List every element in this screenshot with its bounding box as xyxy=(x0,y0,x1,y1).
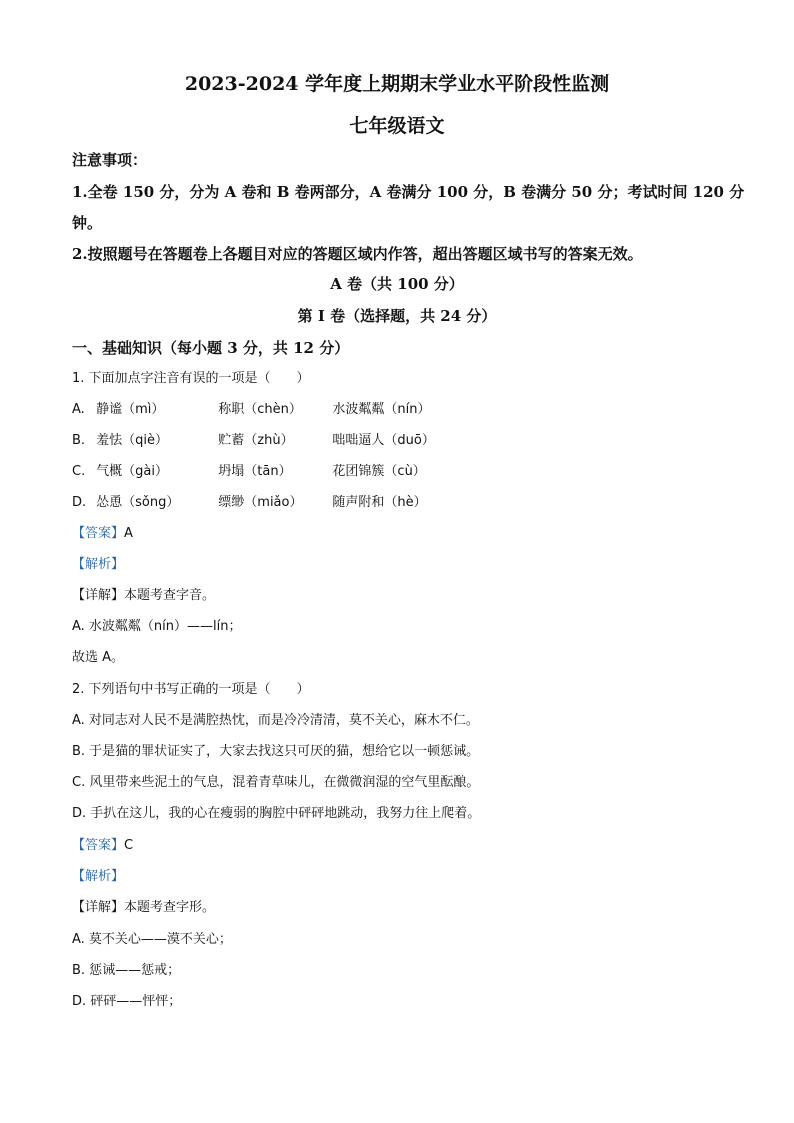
notes-item-2: 2.按照题号在答题卷上各题目对应的答题区域内作答，超出答题区域书写的答案无效。 xyxy=(72,245,643,263)
q1-option-b xyxy=(72,431,752,451)
detail-tag: 【详解】 xyxy=(72,900,125,915)
q2-option-d: D. 手扒在这儿，我的心在瘦弱的胸腔中砰砰地跳动，我努力往上爬着。 xyxy=(72,806,481,821)
q2-explain-b: B. 惩诫——惩戒； xyxy=(72,963,181,978)
answer-value: C xyxy=(124,838,134,853)
answer-tag: 【答案】 xyxy=(72,526,125,541)
notes-item-1-line-1: 1.全卷 150 分，分为 A 卷和 B 卷两部分，A 卷满分 100 分，B 卷满分 50 分；考试时间 120 分 xyxy=(72,183,745,201)
notes-item-1-line-2: 钟。 xyxy=(72,214,103,232)
option-item: 贮蓄（zhù） xyxy=(218,433,294,448)
q1-answer xyxy=(72,524,752,544)
option-letter: C. xyxy=(72,464,86,479)
option-letter: B. xyxy=(72,433,86,448)
option-item: 水波粼粼（nín） xyxy=(332,402,431,417)
q1-conclusion: 故选 A。 xyxy=(72,650,125,665)
option-item: 称职（chèn） xyxy=(218,402,302,417)
q2-detail xyxy=(72,898,752,918)
option-item: 静谧（mì） xyxy=(96,402,165,417)
option-item: 花团锦簇（cù） xyxy=(332,464,426,479)
option-item: 羞怯（qiè） xyxy=(96,433,169,448)
answer-value: A xyxy=(124,526,133,541)
detail-tag: 【详解】 xyxy=(72,588,125,603)
q2-explain-a: A. 莫不关心——漠不关心； xyxy=(72,932,232,947)
exam-title: 2023-2024 学年度上期期末学业水平阶段性监测 xyxy=(184,73,610,95)
q1-stem: 1. 下面加点字注音有误的一项是（ ） xyxy=(72,371,310,386)
notes-heading: 注意事项： xyxy=(72,151,148,169)
option-item: 随声附和（hè） xyxy=(332,495,427,510)
q2-stem: 2. 下列语句中书写正确的一项是（ ） xyxy=(72,682,310,697)
option-item: 气概（gài） xyxy=(96,464,168,479)
q1-detail xyxy=(72,586,752,606)
q1-option-c xyxy=(72,462,752,482)
answer-tag: 【答案】 xyxy=(72,838,125,853)
analysis-tag: 【解析】 xyxy=(72,557,125,572)
part-1-title: 第 I 卷（选择题，共 24 分） xyxy=(297,307,497,325)
q1-explain: A. 水波粼粼（nín）——lín； xyxy=(72,619,242,634)
option-letter: D. xyxy=(72,495,87,510)
q2-option-b: B. 于是猫的罪状证实了，大家去找这只可厌的猫，想给它以一顿惩诫。 xyxy=(72,744,480,759)
q2-answer xyxy=(72,836,752,856)
analysis-tag: 【解析】 xyxy=(72,869,125,884)
detail-text: 本题考查字音。 xyxy=(124,588,216,603)
option-letter: A. xyxy=(72,402,85,417)
option-item: 坍塌（tān） xyxy=(218,464,292,479)
detail-text: 本题考查字形。 xyxy=(124,900,216,915)
q1-analysis xyxy=(72,555,752,575)
option-item: 咄咄逼人（duō） xyxy=(332,433,435,448)
section-1-heading: 一、基础知识（每小题 3 分，共 12 分） xyxy=(72,339,350,357)
option-item: 缥缈（miǎo） xyxy=(218,495,303,510)
volume-a-title: A 卷（共 100 分） xyxy=(330,275,464,293)
q2-option-a: A. 对同志对人民不是满腔热忱，而是冷冷清清，莫不关心，麻木不仁。 xyxy=(72,713,479,728)
q2-analysis xyxy=(72,867,752,887)
q2-explain-d: D. 砰砰——怦怦； xyxy=(72,994,182,1009)
q1-option-d xyxy=(72,493,752,513)
option-item: 怂恿（sǒng） xyxy=(96,495,180,510)
exam-subtitle: 七年级语文 xyxy=(349,115,445,137)
q2-option-c: C. 风里带来些泥土的气息，混着青草味儿，在微微润湿的空气里酝酿。 xyxy=(72,775,480,790)
q1-option-a xyxy=(72,400,752,420)
